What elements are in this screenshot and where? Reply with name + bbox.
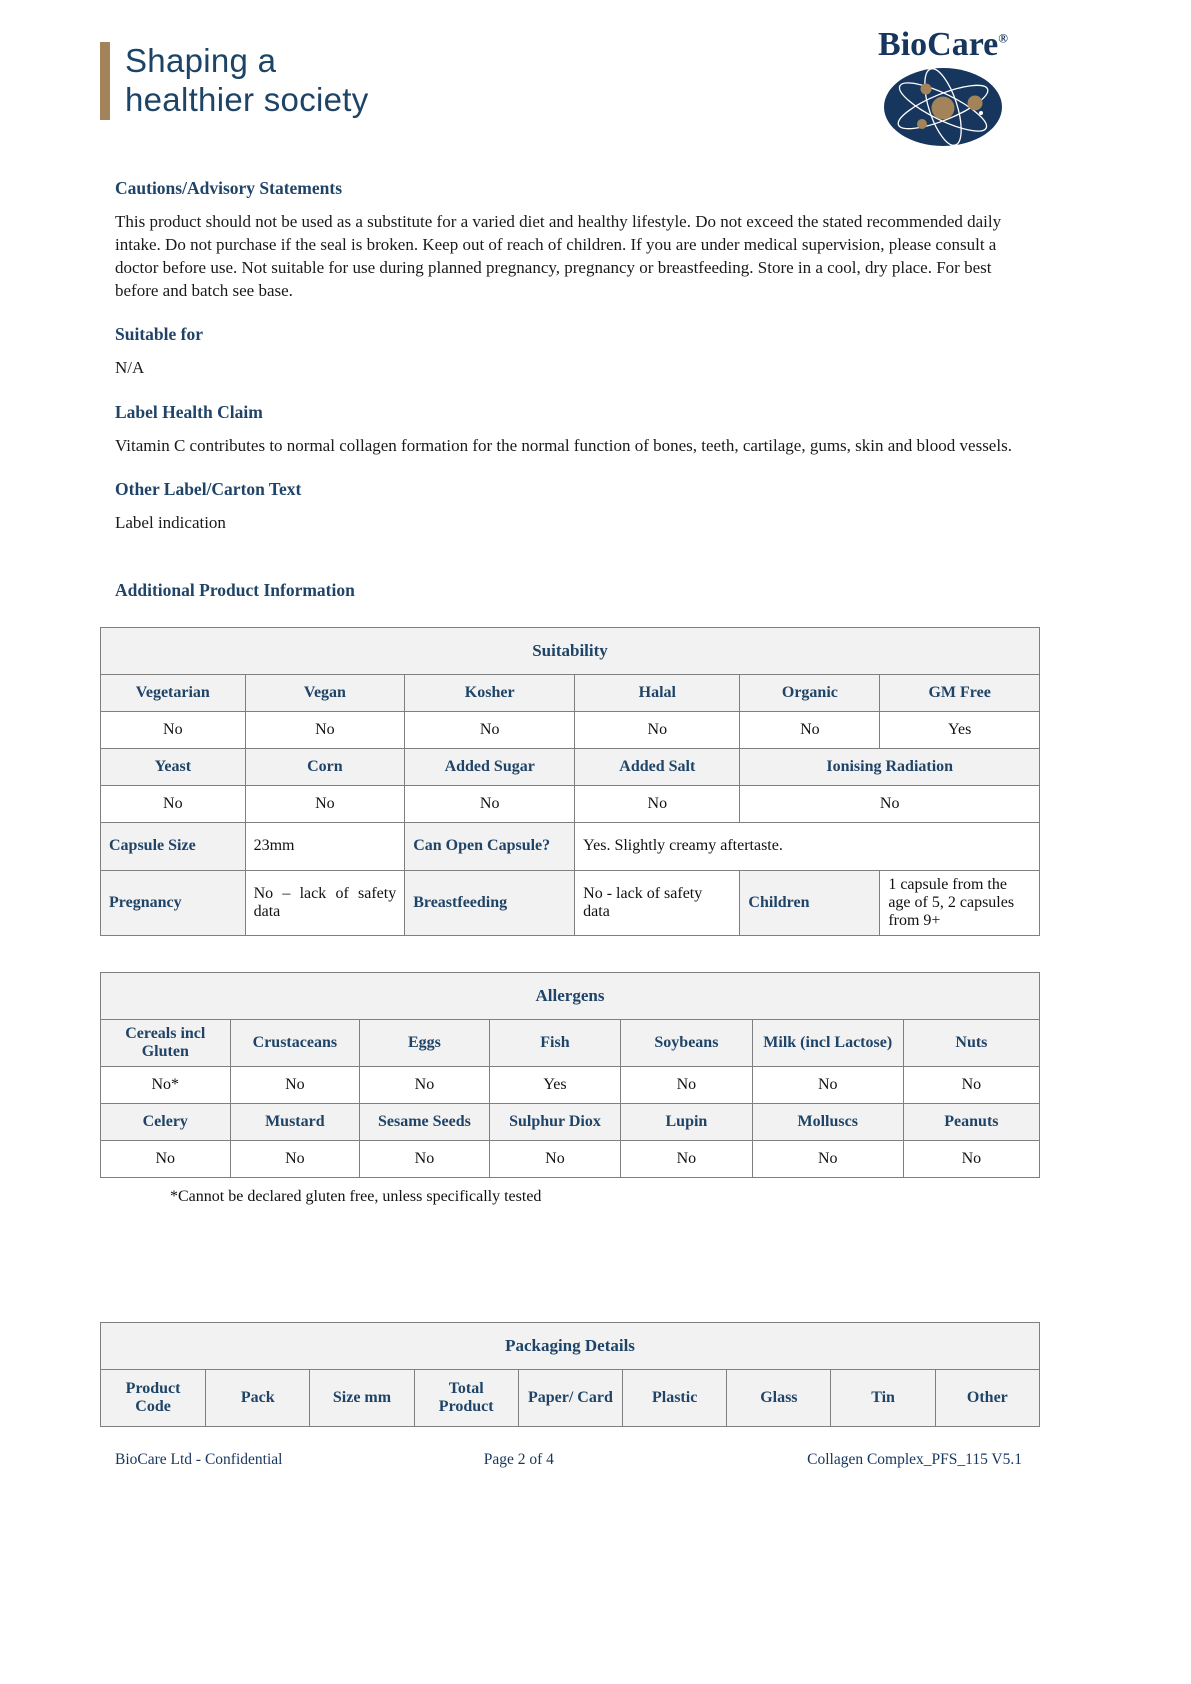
heading-suitable-for: Suitable for <box>115 324 203 345</box>
table-header-cell: Plastic <box>623 1369 727 1426</box>
allergens-table-title: Allergens <box>101 972 1040 1019</box>
table-header-cell: Mustard <box>230 1103 360 1140</box>
table-value-cell: No <box>740 785 1040 822</box>
page-header <box>100 26 1040 162</box>
brand-tagline <box>100 42 369 120</box>
can-open-capsule-label: Can Open Capsule? <box>405 822 575 870</box>
label-health-claim-text: Vitamin C contributes to normal collagen formation for the normal function of bones, teeth, cartilage, gums, skin and blood vessels. <box>115 435 1012 455</box>
table-value-cell: No <box>489 1140 620 1177</box>
biocare-logo-wordmark <box>878 28 1008 62</box>
footer-document-id: Collagen Complex_PFS_115 V5.1 <box>807 1450 1022 1468</box>
table-header-cell: Paper/ Card <box>518 1369 622 1426</box>
suitability-table-title: Suitability <box>101 627 1040 674</box>
other-label-text: Label indication <box>115 512 226 532</box>
table-header-cell: Halal <box>575 674 740 711</box>
tagline-line1: Shaping a <box>125 42 277 79</box>
table-header-cell: Peanuts <box>903 1103 1039 1140</box>
pregnancy-value: No – lack of safety data <box>245 870 405 935</box>
table-value-cell: No <box>360 1066 490 1103</box>
table-header-cell: Vegan <box>245 674 405 711</box>
table-value-cell: No <box>752 1140 903 1177</box>
can-open-capsule-value: Yes. Slightly creamy aftertaste. <box>575 822 1040 870</box>
table-value-cell: No <box>245 711 405 748</box>
table-header-cell: Glass <box>727 1369 831 1426</box>
table-value-cell: No <box>230 1066 360 1103</box>
tagline-line2: healthier society <box>125 80 369 118</box>
suitability-table <box>100 627 1040 936</box>
table-header-cell: Ionising Radiation <box>740 748 1040 785</box>
table-value-cell: No <box>360 1140 490 1177</box>
tagline-accent-bar <box>100 42 110 120</box>
packaging-table <box>100 1322 1040 1427</box>
table-value-cell: No <box>621 1066 752 1103</box>
suitable-for-text: N/A <box>115 358 145 378</box>
table-value-cell: No <box>245 785 405 822</box>
table-header-cell: Corn <box>245 748 405 785</box>
table-header-cell: Crustaceans <box>230 1019 360 1066</box>
table-header-cell: Added Salt <box>575 748 740 785</box>
table-header-cell: Sesame Seeds <box>360 1103 490 1140</box>
children-value: 1 capsule from the age of 5, 2 capsules from 9+ <box>880 870 1040 935</box>
cautions-text: This product should not be used as a substitute for a varied diet and healthy lifestyle. Do not exceed the stated recommended daily intake. Do not purchase if the seal is broken. Keep out of reach of children. If you are under medical supervision, please consult a doctor before use. Not suitable for use during planned pregnancy, pregnancy or breastfeeding. Store in a cool, dry place. For best before and batch see base. <box>115 212 1002 301</box>
atom-emblem-icon <box>882 66 1004 148</box>
table-value-cell: No <box>575 711 740 748</box>
heading-additional-info: Additional Product Information <box>115 579 355 600</box>
table-header-cell: Soybeans <box>621 1019 752 1066</box>
footer-confidential: BioCare Ltd - Confidential <box>115 1450 283 1468</box>
table-value-cell: No <box>101 1140 231 1177</box>
table-value-cell: Yes <box>880 711 1040 748</box>
children-label: Children <box>740 870 880 935</box>
table-header-cell: Added Sugar <box>405 748 575 785</box>
footer-page-number: Page 2 of 4 <box>483 1450 554 1468</box>
heading-other-label: Other Label/Carton Text <box>115 478 302 499</box>
table-value-cell: No* <box>101 1066 231 1103</box>
heading-cautions: Cautions/Advisory Statements <box>115 178 343 198</box>
table-header-cell: GM Free <box>880 674 1040 711</box>
table-header-cell: Vegetarian <box>101 674 246 711</box>
table-header-cell: Size mm <box>310 1369 414 1426</box>
table-header-cell: Lupin <box>621 1103 752 1140</box>
capsule-size-label: Capsule Size <box>101 822 246 870</box>
registered-trademark-icon: ® <box>998 30 1008 46</box>
table-header-cell: Yeast <box>101 748 246 785</box>
table-header-cell: Milk (incl Lactose) <box>752 1019 903 1066</box>
table-value-cell: No <box>101 711 246 748</box>
document-body <box>115 178 1035 601</box>
heading-label-health-claim: Label Health Claim <box>115 401 263 422</box>
table-header-cell: Sulphur Diox <box>489 1103 620 1140</box>
pregnancy-label: Pregnancy <box>101 870 246 935</box>
table-value-cell: No <box>405 785 575 822</box>
table-value-cell: No <box>405 711 575 748</box>
table-value-cell: No <box>230 1140 360 1177</box>
table-header-cell: Fish <box>489 1019 620 1066</box>
allergens-table <box>100 972 1040 1178</box>
breastfeeding-label: Breastfeeding <box>405 870 575 935</box>
table-header-cell: Other <box>935 1369 1039 1426</box>
table-value-cell: No <box>903 1066 1039 1103</box>
table-header-cell: Kosher <box>405 674 575 711</box>
gluten-footnote: *Cannot be declared gluten free, unless specifically tested <box>170 1187 542 1205</box>
table-header-cell: Eggs <box>360 1019 490 1066</box>
table-value-cell: No <box>101 785 246 822</box>
table-value-cell: No <box>903 1140 1039 1177</box>
biocare-logo <box>878 28 1008 148</box>
table-header-cell: Organic <box>740 674 880 711</box>
table-header-cell: Nuts <box>903 1019 1039 1066</box>
breastfeeding-value: No - lack of safety data <box>575 870 740 935</box>
table-header-cell: Pack <box>206 1369 310 1426</box>
table-value-cell: No <box>752 1066 903 1103</box>
table-header-cell: Molluscs <box>752 1103 903 1140</box>
biocare-logo-text: BioCare <box>878 26 999 63</box>
table-value-cell: No <box>740 711 880 748</box>
tagline-text <box>125 42 369 120</box>
table-value-cell: No <box>621 1140 752 1177</box>
table-header-cell: Celery <box>101 1103 231 1140</box>
page-footer <box>100 1451 1040 1469</box>
table-value-cell: Yes <box>489 1066 620 1103</box>
table-header-cell: Tin <box>831 1369 935 1426</box>
table-header-cell: Cereals incl Gluten <box>101 1019 231 1066</box>
capsule-size-value: 23mm <box>245 822 405 870</box>
packaging-table-title: Packaging Details <box>101 1322 1040 1369</box>
table-value-cell: No <box>575 785 740 822</box>
table-header-cell: Product Code <box>101 1369 206 1426</box>
table-header-cell: Total Product <box>414 1369 518 1426</box>
